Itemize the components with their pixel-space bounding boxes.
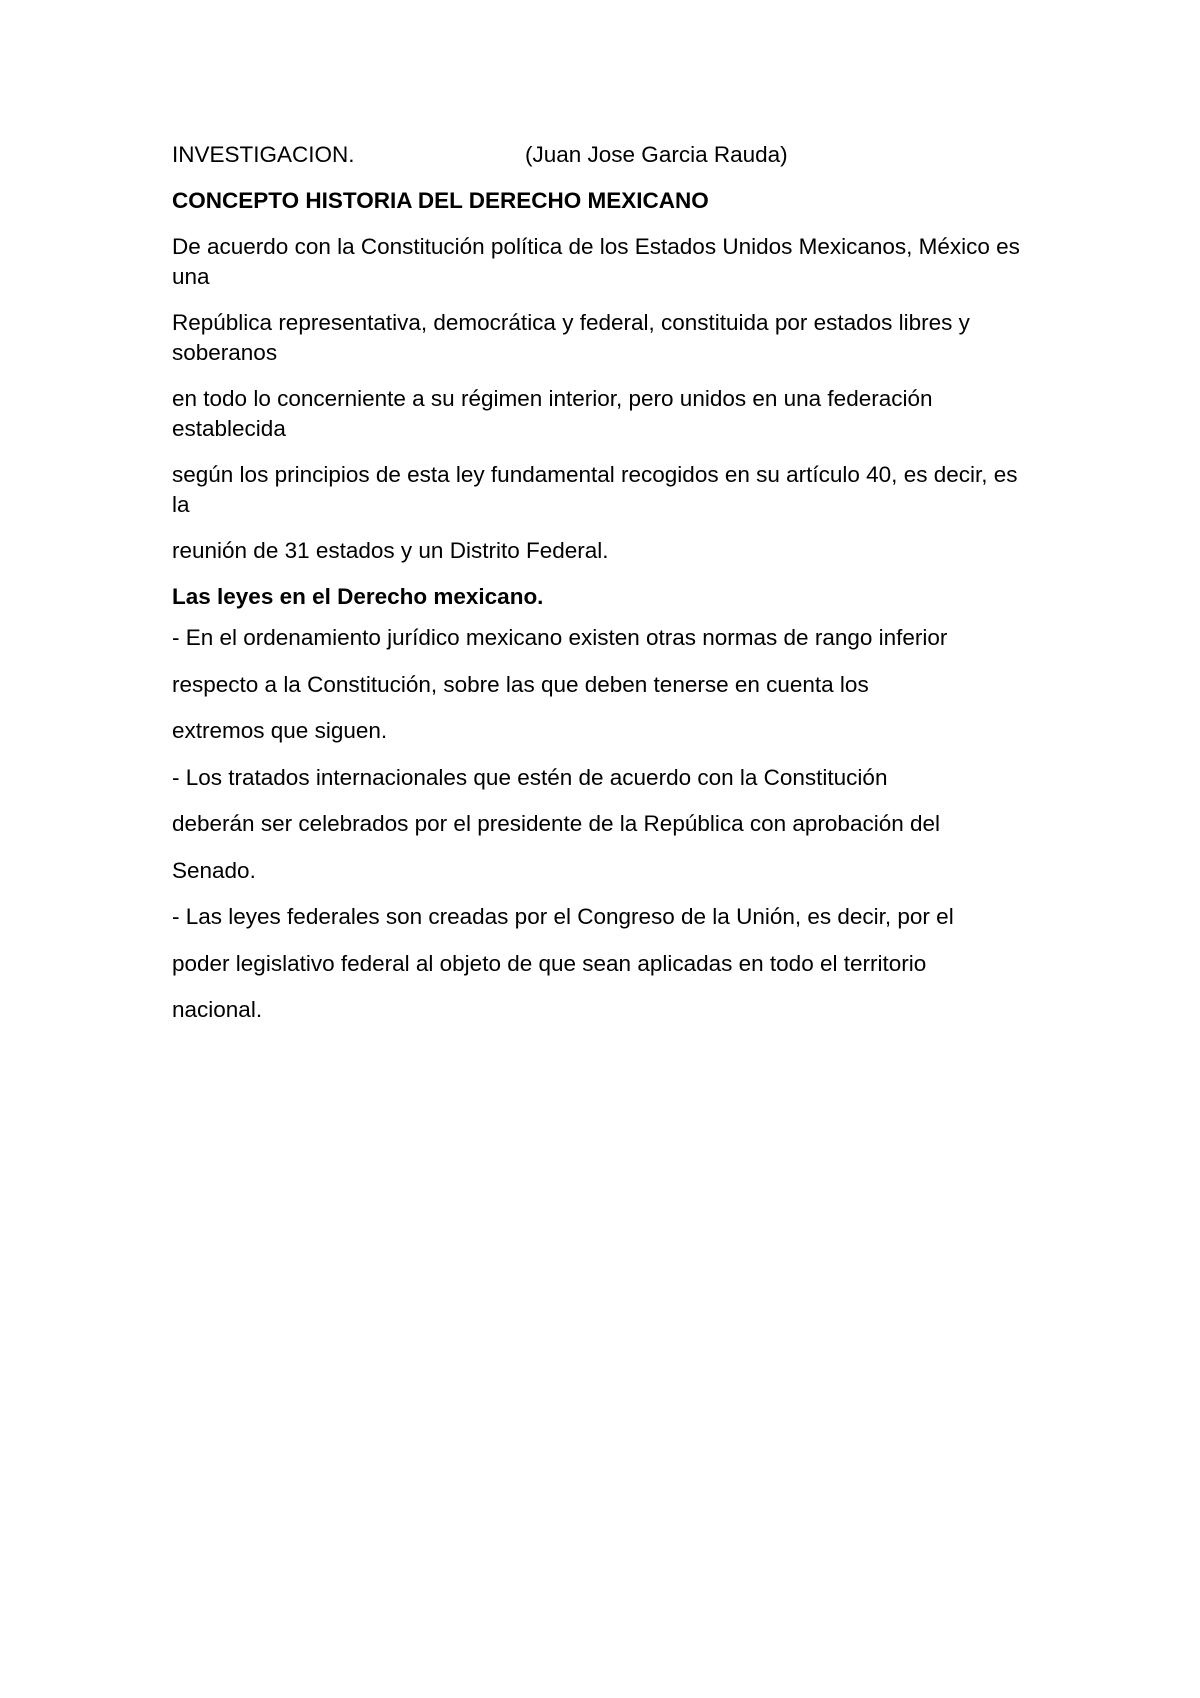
section-heading: Las leyes en el Derecho mexicano. [172, 584, 544, 609]
document-body [172, 140, 1032, 1034]
section-body [172, 615, 1032, 1034]
author-name: (Juan Jose Garcia Rauda) [525, 142, 788, 167]
section-line: Senado. [172, 857, 256, 883]
section-line: - En el ordenamiento jurídico mexicano existen otras normas de rango inferior [172, 625, 948, 650]
paragraph: en todo lo concerniente a su régimen interior, pero unidos en una federación establecida [172, 386, 933, 441]
section-line: poder legislativo federal al objeto de que sean aplicadas en todo el territorio [172, 950, 927, 976]
paragraph: según los principios de esta ley fundamental recogidos en su artículo 40, es decir, es la [172, 462, 1018, 517]
section-line: nacional. [172, 997, 263, 1022]
section-line: - Los tratados internacionales que estén de acuerdo con la Constitución [172, 764, 888, 790]
paragraph: República representativa, democrática y federal, constituida por estados libres y soberanos [172, 310, 970, 365]
paragraph: reunión de 31 estados y un Distrito Federal. [172, 538, 609, 563]
document-header [172, 140, 1032, 170]
section-line: extremos que siguen. [172, 718, 388, 743]
section-line: deberán ser celebrados por el presidente de la República con aprobación del [172, 811, 941, 836]
section-line: - Las leyes federales son creadas por el Congreso de la Unión, es decir, por el [172, 904, 954, 929]
document-title: CONCEPTO HISTORIA DEL DERECHO MEXICANO [172, 188, 709, 213]
header-label: INVESTIGACION. [172, 142, 355, 167]
paragraph: De acuerdo con la Constitución política de los Estados Unidos Mexicanos, México es una [172, 234, 1020, 289]
section-line: respecto a la Constitución, sobre las que deben tenerse en cuenta los [172, 671, 869, 697]
